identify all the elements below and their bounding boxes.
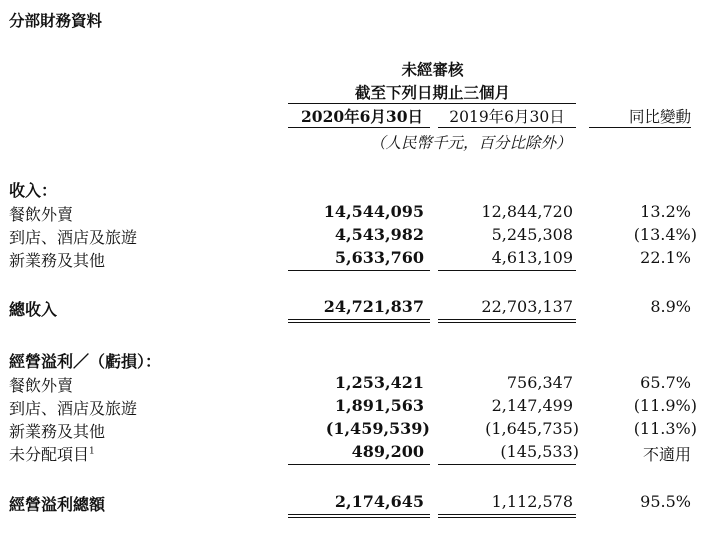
value-2020: (1,459,539)	[325, 419, 430, 438]
double-rule-2020	[288, 322, 430, 323]
subtotal-rule-2019	[438, 464, 576, 465]
value-2020: 489,200	[351, 442, 424, 461]
header-underline-change	[589, 127, 691, 128]
row-label-text: 未分配項目	[9, 445, 90, 464]
total-revenue-2019: 22,703,137	[481, 297, 573, 316]
column-2020-header: 2020年6月30日	[301, 107, 423, 126]
double-rule-2019	[438, 322, 576, 323]
header-underline-2019	[438, 127, 576, 128]
row-label: 餐飲外賣	[9, 376, 74, 395]
double-rule-2019	[438, 514, 576, 515]
value-2020: 5,633,760	[334, 248, 424, 267]
subtotal-rule-2019	[438, 270, 576, 271]
value-change: 不適用	[642, 445, 691, 464]
value-change: 13.2%	[640, 202, 691, 221]
value-change: (13.4%)	[633, 225, 697, 244]
header-unaudited: 未經審核	[401, 61, 464, 79]
value-2019: (1,645,735)	[485, 419, 579, 438]
total-profit-2019: 1,112,578	[491, 492, 573, 511]
total-revenue-change: 8.9%	[650, 297, 691, 316]
unit-note: （人民幣千元，百分比除外）	[370, 134, 572, 152]
double-rule-2020	[288, 514, 430, 515]
subtotal-rule-2020	[288, 464, 430, 465]
double-rule-2019	[438, 319, 576, 320]
total-profit-change: 95.5%	[640, 492, 691, 511]
revenue-heading: 收入：	[9, 181, 58, 200]
value-change: 65.7%	[640, 373, 691, 392]
profit-heading: 經營溢利／（虧損）：	[9, 352, 162, 371]
value-2019: 5,245,308	[491, 225, 573, 244]
row-label: 到店、酒店及旅遊	[9, 228, 138, 247]
footnote-marker: 1	[89, 446, 95, 457]
double-rule-2020	[288, 517, 430, 518]
row-label: 新業務及其他	[9, 422, 106, 441]
row-label: 到店、酒店及旅遊	[9, 399, 138, 418]
header-period: 截至下列日期止三個月	[354, 84, 510, 102]
row-label: 餐飲外賣	[9, 205, 74, 224]
total-revenue-label: 總收入	[9, 300, 58, 319]
row-label	[9, 442, 95, 465]
total-revenue-2020: 24,721,837	[323, 297, 424, 316]
value-2019: 756,347	[506, 373, 573, 392]
value-change: 22.1%	[640, 248, 691, 267]
value-2020: 1,253,421	[334, 373, 424, 392]
value-2020: 1,891,563	[334, 396, 424, 415]
total-profit-label: 經營溢利總額	[9, 495, 106, 514]
value-2019: 2,147,499	[491, 396, 573, 415]
double-rule-2019	[438, 517, 576, 518]
row-label: 新業務及其他	[9, 251, 106, 270]
value-change: (11.9%)	[633, 396, 697, 415]
column-change-header: 同比變動	[628, 108, 691, 126]
value-2019: 4,613,109	[491, 248, 573, 267]
subtotal-rule-2020	[288, 270, 430, 271]
double-rule-2020	[288, 319, 430, 320]
header-rule	[288, 103, 576, 104]
page-title: 分部財務資料	[9, 12, 103, 30]
value-2019: 12,844,720	[481, 202, 573, 221]
value-2019: (145,533)	[500, 442, 579, 461]
value-change: (11.3%)	[633, 419, 697, 438]
value-2020: 14,544,095	[323, 202, 424, 221]
total-profit-2020: 2,174,645	[334, 492, 424, 511]
value-2020: 4,543,982	[334, 225, 424, 244]
column-2019-header: 2019年6月30日	[449, 108, 565, 126]
header-underline-2020	[288, 127, 430, 128]
